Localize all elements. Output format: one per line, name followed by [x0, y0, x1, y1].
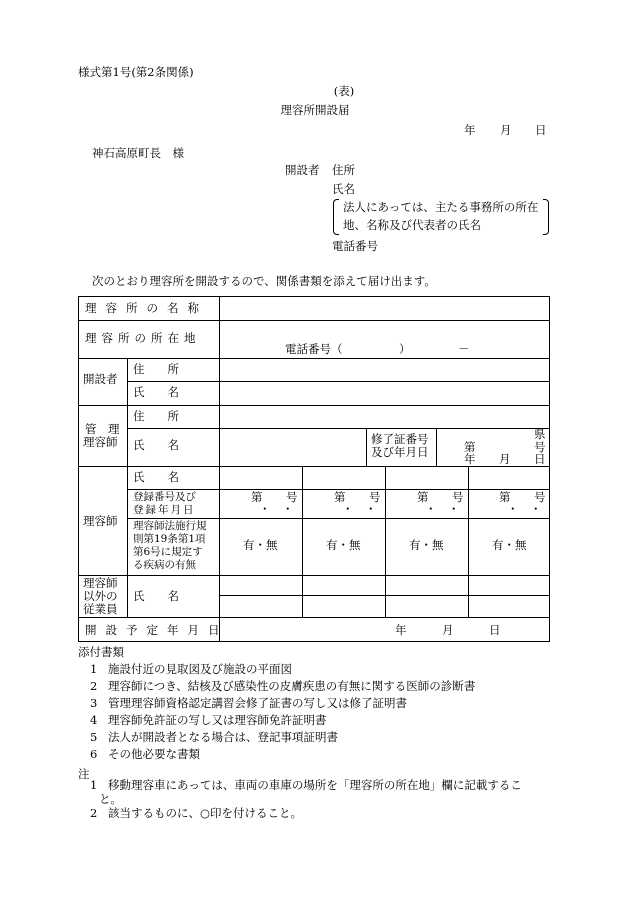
cert-field[interactable]	[437, 429, 549, 466]
cert-day: 日	[534, 452, 546, 466]
barber-3-reg-gou: 号	[452, 490, 464, 504]
cert-year: 年	[464, 452, 476, 466]
founder-address-label: 住 所	[133, 362, 179, 376]
date-day-label: 日	[535, 123, 547, 137]
form-side	[0, 85, 630, 99]
attachment-num: 3	[90, 696, 98, 710]
manager-label-line2: 理容師	[83, 435, 118, 449]
applicant-label: 開設者	[285, 163, 320, 177]
corporate-note-line1: 法人にあっては、主たる事務所の所在	[343, 200, 539, 214]
attachment-num: 6	[90, 747, 98, 761]
shop-name-label: 理容所の名称	[85, 301, 208, 315]
shop-phone-close: ）	[399, 342, 411, 356]
staff-name-fields[interactable]	[220, 576, 549, 617]
attachment-num: 5	[90, 730, 98, 744]
form-title-text: 理容所開設届	[280, 103, 350, 117]
note-item	[90, 807, 302, 821]
form-title	[0, 104, 630, 118]
form-number: 様式第1号(第2条関係)	[78, 65, 194, 79]
addressee: 神石高原町長 様	[92, 146, 184, 160]
barber-2-reg-gou: 号	[369, 490, 381, 504]
cert-dai: 第	[464, 440, 476, 454]
attachment-text: その他必要な書類	[108, 747, 200, 761]
barber-4-reg-dai: 第	[499, 490, 511, 504]
disease-label-line2: 則第19条第1項	[133, 533, 206, 545]
attachments-heading: 添付書類	[78, 645, 124, 659]
manager-address-label: 住 所	[133, 409, 179, 423]
applicant-phone-label: 電話番号	[332, 239, 378, 253]
barber-2-name-field[interactable]	[303, 467, 385, 489]
barber-1-reg-gou: 号	[286, 490, 298, 504]
col-line	[127, 358, 128, 405]
col-line	[127, 466, 128, 575]
attachment-item	[90, 731, 338, 745]
barber-1-reg-dai: 第	[251, 490, 263, 504]
open-date-month: 月	[442, 623, 454, 637]
row-line	[127, 518, 549, 519]
barber-1-reg-dots: ・ ・	[259, 502, 294, 516]
shop-location-label: 理容所の所在地	[85, 331, 201, 345]
founder-name-field[interactable]	[220, 382, 549, 405]
attachment-item	[90, 680, 475, 694]
barber-label: 理容師	[83, 514, 118, 528]
note-text-continued: と。	[99, 792, 122, 806]
date-month-label: 月	[500, 123, 512, 137]
registration-label-line1: 登録番号及び	[133, 491, 196, 503]
barber-1-name-field[interactable]	[220, 467, 302, 489]
disease-label-line1: 理容師法施行規	[133, 520, 207, 532]
corporate-note-bracket	[333, 199, 549, 235]
attachment-text: 理容師免許証の写し又は理容師免許証明書	[108, 713, 327, 727]
date-year-label: 年	[464, 123, 476, 137]
barber-4-name-field[interactable]	[469, 467, 549, 489]
barber-2-reg-dai: 第	[334, 490, 346, 504]
attachment-text: 施設付近の見取図及び施設の平面図	[108, 662, 292, 676]
intro-text: 次のとおり理容所を開設するので、関係書類を添えて届け出ます。	[92, 274, 436, 288]
shop-phone-label: 電話番号（	[285, 342, 343, 356]
barber-4-reg-dots: ・ ・	[507, 502, 542, 516]
attachment-item	[90, 663, 292, 677]
cert-pref: 県	[534, 427, 546, 441]
staff-name-label: 氏 名	[133, 589, 179, 603]
cert-month: 月	[499, 452, 511, 466]
barber-3-disease[interactable]: 有・無	[409, 538, 444, 552]
manager-name-label: 氏 名	[133, 438, 179, 452]
disease-label-line3: 第6号に規定す	[133, 546, 203, 558]
manager-address-field[interactable]	[220, 406, 549, 428]
barber-3-reg-dots: ・ ・	[425, 502, 460, 516]
barber-4-reg-gou: 号	[534, 490, 546, 504]
staff-label-line2: 以外の	[83, 589, 118, 603]
applicant-address-label: 住所	[332, 163, 355, 177]
attachment-item	[90, 714, 327, 728]
attachment-num: 4	[90, 713, 98, 727]
notes-heading: 注	[78, 767, 90, 781]
bracket-right	[543, 199, 549, 235]
cert-label-line1: 修了証番号	[371, 432, 429, 446]
open-date-day: 日	[489, 623, 501, 637]
open-date-label: 開設予定年月日	[85, 623, 229, 637]
col-line	[127, 405, 128, 466]
attachment-num: 2	[90, 679, 98, 693]
open-date-year: 年	[395, 623, 407, 637]
barber-3-reg-dai: 第	[417, 490, 429, 504]
note-item	[90, 779, 522, 793]
col-line	[366, 428, 367, 466]
cert-label-line2: 及び年月日	[371, 445, 429, 459]
staff-label-line3: 従業員	[83, 602, 118, 616]
barber-4-disease[interactable]: 有・無	[492, 538, 527, 552]
attachment-item	[90, 748, 200, 762]
note-text: 該当するものに、○印を付けること。	[108, 806, 303, 820]
cert-gou: 号	[534, 440, 546, 454]
form-side-text: (表)	[333, 84, 355, 98]
shop-location-field[interactable]	[220, 321, 549, 358]
registration-label-line2: 登録年月日	[133, 504, 196, 516]
note-text: 移動理容車にあっては、車両の車庫の場所を「理容所の所在地」欄に記載するこ	[108, 778, 522, 792]
attachment-item	[90, 697, 407, 711]
applicant-name-label: 氏名	[332, 182, 355, 196]
shop-phone-dash: －	[458, 342, 470, 356]
attachment-num: 1	[90, 662, 98, 676]
application-table	[78, 296, 550, 642]
manager-label-line1: 管 理	[85, 422, 120, 436]
founder-address-field[interactable]	[220, 359, 549, 381]
manager-name-field[interactable]	[220, 429, 366, 466]
founder-name-label: 氏 名	[133, 385, 179, 399]
shop-name-field[interactable]	[220, 298, 549, 320]
corporate-note-line2: 地、名称及び代表者の氏名	[343, 218, 481, 232]
barber-2-disease[interactable]: 有・無	[326, 538, 361, 552]
col-line	[127, 575, 128, 617]
founder-label: 開設者	[83, 372, 118, 386]
attachment-text: 理容師につき、結核及び感染性の皮膚疾患の有無に関する医師の診断書	[108, 679, 476, 693]
bracket-left	[333, 199, 339, 235]
barber-1-disease[interactable]: 有・無	[243, 538, 278, 552]
barber-2-reg-dots: ・ ・	[342, 502, 377, 516]
note-num: 1	[90, 778, 98, 792]
attachment-text: 法人が開設者となる場合は、登記事項証明書	[108, 730, 338, 744]
note-num: 2	[90, 806, 98, 820]
barber-name-label: 氏 名	[133, 470, 179, 484]
staff-label-line1: 理容師	[83, 576, 118, 590]
disease-label-line4: る疾病の有無	[133, 559, 196, 571]
attachment-text: 管理理容師資格認定講習会修了証書の写し又は修了証明書	[108, 696, 407, 710]
barber-3-name-field[interactable]	[386, 467, 468, 489]
